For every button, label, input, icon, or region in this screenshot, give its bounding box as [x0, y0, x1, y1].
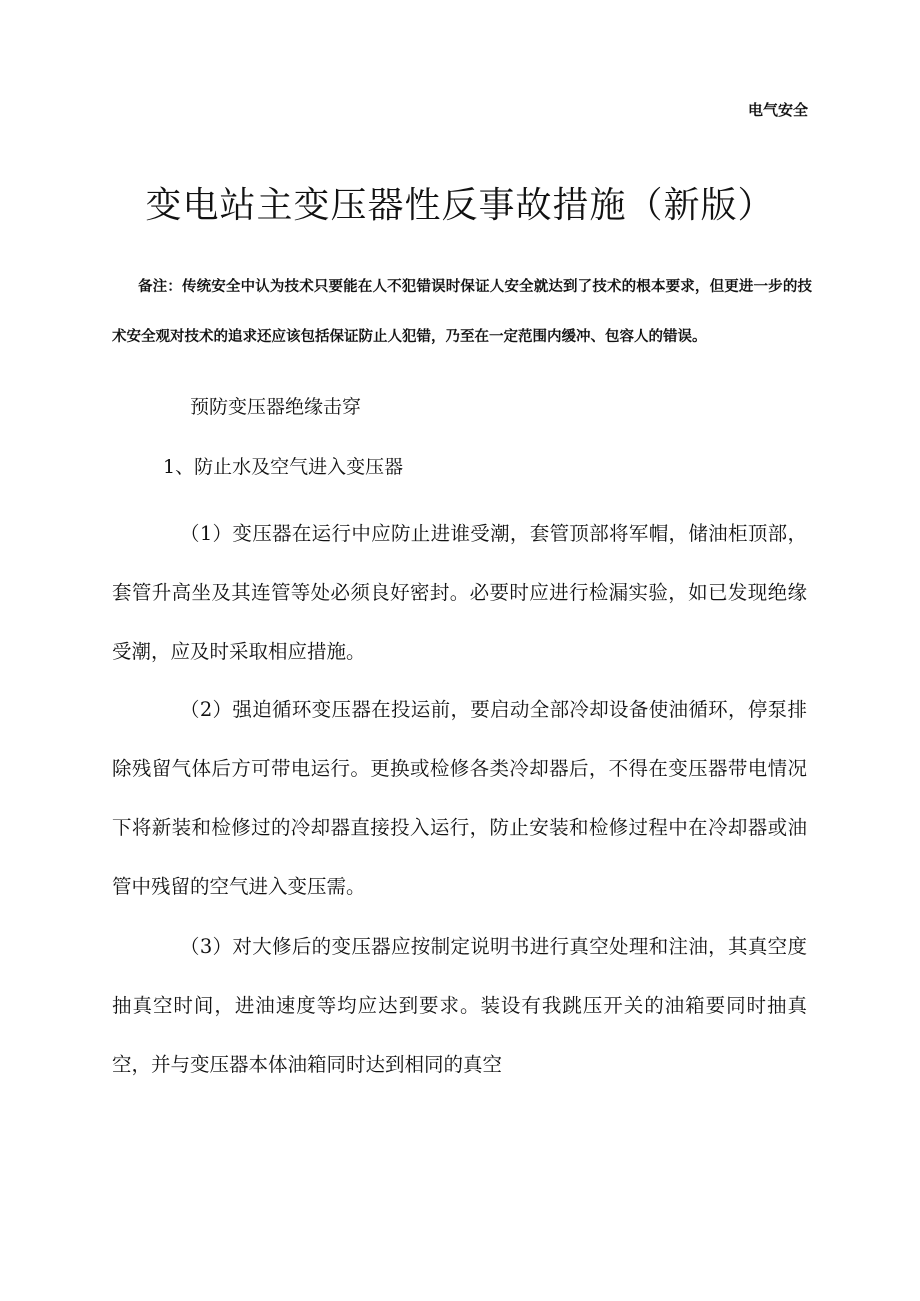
subsection-heading: 1、防止水及空气进入变压器	[163, 456, 404, 478]
paragraph-1: （1）变压器在运行中应防止进谁受潮，套管顶部将军帽，储油柜顶部，套管升高坐及其连管等处必须良好密封。必要时应进行检漏实验，如已发现绝缘受潮，应及时采取相应措施。	[112, 522, 807, 663]
paragraph-2: （2）强迫循环变压器在投运前，要启动全部冷却设备使油循环，停泵排除残留气体后方可带电运行。更换或检修各类冷却器后，不得在变压器带电情况下将新装和检修过的冷却器直接投入运行，防止安装和检修过程中在冷却器或油管中残留的空气进入变压需。	[112, 698, 807, 898]
paragraph-3: （3）对大修后的变压器应按制定说明书进行真空处理和注油，其真空度抽真空时间，进油速度等均应达到要求。装设有我跳压开关的油箱要同时抽真空，并与变压器本体油箱同时达到相同的真空	[112, 935, 807, 1076]
document-title: 变电站主变压器性反事故措施（新版）	[145, 185, 775, 226]
section-heading: 预防变压器绝缘击穿	[190, 396, 362, 418]
remark-note: 备注：传统安全中认为技术只要能在人不犯错误时保证人安全就达到了技术的根本要求，但更进一步的技术安全观对技术的追求还应该包括保证防止人犯错，乃至在一定范围内缓冲、包容人的错误。	[112, 279, 812, 345]
category-tag: 电气安全	[747, 101, 808, 119]
